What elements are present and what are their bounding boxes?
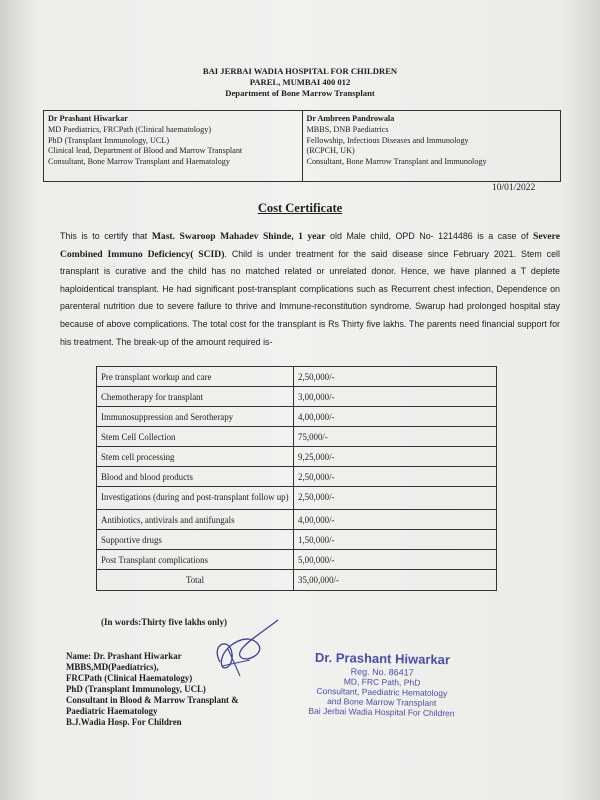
cost-amount: 1,50,000/-: [294, 530, 497, 550]
cost-amount: 2,50,000/-: [294, 367, 497, 387]
doctor-qualification: Fellowship, Infectious Diseases and Immunology: [306, 135, 469, 145]
cost-item: Immunosuppression and Serotherapy: [97, 407, 294, 427]
patient-name: Mast. Swaroop Mahadev Shinde, 1 year: [151, 231, 326, 242]
signatory-line: Name: Dr. Prashant Hiwarkar: [66, 651, 182, 661]
doctor-name: Dr Prashant Hiwarkar: [48, 114, 128, 123]
stamp-line: and Bone Marrow Transplant: [327, 696, 437, 708]
cost-amount: 9,25,000/-: [294, 447, 497, 467]
cost-item: Blood and blood products: [97, 467, 294, 487]
table-row: [97, 510, 497, 530]
body-text: . Child is under treatment for the said disease since February 2021. Stem cell transplant is curative and the child has no matched related or unrelated donor. Hence, we have planned a T deplete haploidentical transplant. He had significant post-transplant complications such as Recurrent chest infection, Dependence on parenteral nutrition due to severe failure to thrive and Immune-reconstitution syndrome. Swarup had prolonged hospital stay because of above complications. The total cost for the transplant is Rs Thirty five lakhs. The parents need financial support for his treatment. The break-up of the amount required is-: [60, 248, 560, 347]
doctors-box: [43, 110, 561, 182]
cost-amount: 2,50,000/-: [294, 467, 497, 487]
cost-item: Post Transplant complications: [97, 550, 294, 570]
signatory-line: MBBS,MD(Paediatrics),: [66, 662, 159, 672]
body-text: old Male child, OPD No- 1214486 is a case of: [325, 231, 533, 241]
stamp-line: Bai Jerbai Wadia Hospital For Children: [308, 705, 455, 719]
signatory-line: PhD (Transplant Immunology, UCL): [66, 684, 206, 694]
cost-amount: 2,50,000/-: [294, 487, 497, 510]
stamp-reg: Reg. No. 86417: [350, 666, 414, 678]
cost-item: Stem Cell Collection: [97, 427, 294, 447]
cost-item: Supportive drugs: [97, 530, 294, 550]
hospital-address: PAREL, MUMBAI 400 012: [249, 77, 351, 87]
signatory-line: FRCPath (Clinical Haematology): [66, 673, 193, 683]
doctor-stamp: [281, 649, 482, 718]
table-row: [97, 487, 497, 510]
cost-amount: 75,000/-: [294, 427, 497, 447]
doctor-name: Dr Ambreen Pandrowala: [306, 114, 395, 123]
stamp-line: MD, FRC Path, PhD: [343, 676, 421, 688]
document-title: Cost Certificate: [257, 201, 343, 215]
doctor-qualification: PhD (Transplant Immunology, UCL): [48, 135, 170, 145]
signatory-line: Paediatric Haematology: [66, 706, 158, 716]
doctor-qualification: Clinical lead, Department of Blood and Marrow Transplant: [48, 146, 243, 156]
cost-table: [96, 366, 497, 591]
doctor-qualification: Consultant, Bone Marrow Transplant and Haematology: [48, 157, 230, 167]
diagnosis: Severe Combined Immuno Deficiency( SCID): [60, 231, 560, 260]
signatory-line: B.J.Wadia Hosp. For Children: [66, 717, 182, 727]
cost-amount: 4,00,000/-: [294, 510, 497, 530]
table-row: [97, 550, 497, 570]
cost-item: Pre transplant workup and care: [97, 367, 294, 387]
cost-item: Chemotherapy for transplant: [97, 387, 294, 407]
cost-item: Antibiotics, antivirals and antifungals: [97, 510, 294, 530]
signatory-block: [66, 651, 316, 728]
signatory-line: Consultant in Blood & Marrow Transplant &: [66, 695, 239, 705]
table-row: [97, 467, 497, 487]
table-row: [97, 427, 497, 447]
doctor-left: [44, 111, 302, 181]
amount-in-words: (In words:Thirty five lakhs only): [101, 617, 228, 627]
stamp-name: Dr. Prashant Hiwarkar: [314, 649, 451, 668]
cost-item: Stem cell processing: [97, 447, 294, 467]
cost-amount: 5,00,000/-: [294, 550, 497, 570]
certificate-body: [60, 228, 560, 351]
table-row: [97, 447, 497, 467]
cost-item: Investigations (during and post-transplant follow up): [97, 487, 294, 510]
body-intro: This is to certify that: [60, 231, 152, 241]
hospital-name: BAI JERBAI WADIA HOSPITAL FOR CHILDREN: [202, 66, 398, 76]
doctor-qualification: (RCPCH, UK): [306, 146, 355, 156]
table-row: [97, 387, 497, 407]
stamp-line: Consultant, Paediatric Hematology: [316, 685, 448, 699]
doctor-qualification: MD Paediatrics, FRCPath (Clinical haematology): [48, 124, 212, 134]
document-date: 10/01/2022: [492, 183, 536, 193]
total-label: Total: [97, 570, 294, 591]
doctor-right: [302, 111, 561, 181]
cost-amount: 3,00,000/-: [294, 387, 497, 407]
table-row: [97, 530, 497, 550]
department-name: Department of Bone Marrow Transplant: [225, 88, 375, 98]
doctor-qualification: Consultant, Bone Marrow Transplant and Immunology: [306, 157, 487, 167]
doctor-qualification: MBBS, DNB Paediatrics: [306, 124, 389, 134]
table-row: [97, 407, 497, 427]
table-row: [97, 367, 497, 387]
cost-amount: 4,00,000/-: [294, 407, 497, 427]
total-amount: 35,00,000/-: [294, 570, 497, 591]
total-row: [97, 570, 497, 591]
